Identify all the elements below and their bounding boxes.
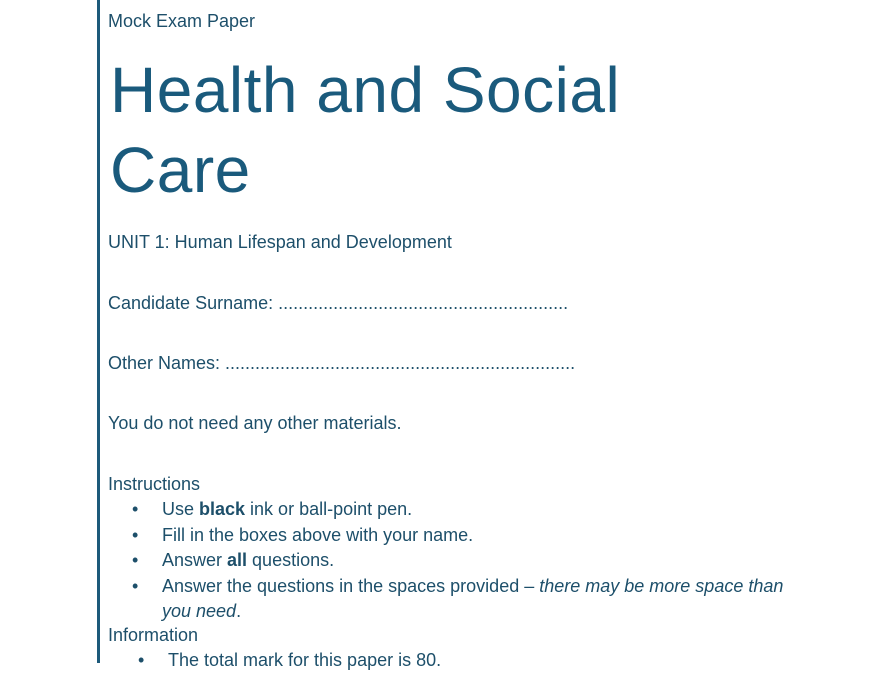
materials-note: You do not need any other materials.	[108, 413, 402, 433]
other-names-field: Other Names: ......................................................................	[108, 353, 576, 373]
bullet-icon: •	[132, 524, 139, 545]
information-list	[108, 648, 808, 674]
bullet-icon: •	[132, 499, 139, 519]
bullet-icon: •	[138, 650, 145, 670]
candidate-surname-field: Candidate Surname: ..........................................................	[108, 293, 569, 313]
instructions-heading: Instructions	[108, 474, 201, 494]
list-item: • The total mark for this paper is 80.	[108, 648, 808, 674]
bullet-icon: •	[132, 575, 139, 596]
list-item: • Fill in the boxes above with your name.	[108, 523, 808, 549]
document-subtitle: Mock Exam Paper	[108, 11, 256, 31]
instructions-list	[108, 497, 808, 625]
list-item: • Answer the questions in the spaces provided – there may be more space than you need.	[132, 575, 784, 621]
list-item: • Answer all questions.	[108, 548, 808, 574]
information-heading: Information	[108, 625, 199, 645]
bullet-icon: •	[132, 550, 139, 570]
list-item: • Use black ink or ball-point pen.	[108, 497, 808, 523]
margin-rule	[97, 0, 100, 663]
unit-title: UNIT 1: Human Lifespan and Development	[108, 232, 452, 252]
document-title: Health and Social Care	[110, 54, 621, 206]
